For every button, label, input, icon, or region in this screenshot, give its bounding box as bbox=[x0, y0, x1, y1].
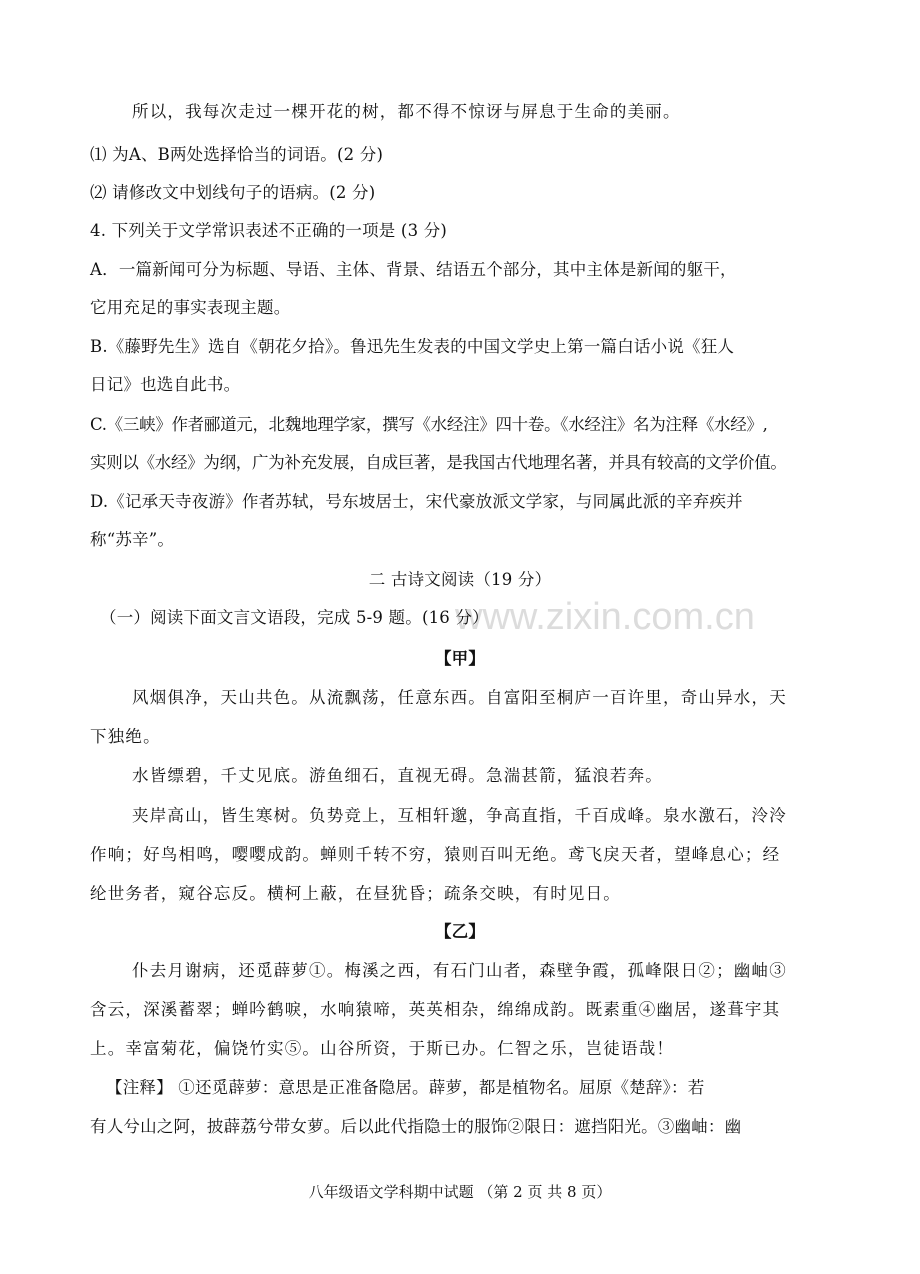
passage-jia-line-3: 水皆缥碧，千丈见底。游鱼细石，直视无碍。急湍甚箭，猛浪若奔。 bbox=[132, 766, 663, 785]
option-c-line-1: C.《三峡》作者郦道元，北魏地理学家，撰写《水经注》四十卷。《水经注》名为注释《水经》, bbox=[90, 415, 768, 434]
passage-closing-sentence: 所以，我每次走过一棵开花的树，都不得不惊讶与屏息于生命的美丽。 bbox=[132, 102, 681, 121]
option-d-line-1: D.《记承天寺夜游》作者苏轼，号东坡居士，宋代豪放派文学家，与同属此派的辛弃疾并 bbox=[90, 492, 743, 511]
passage-yi-line-3: 上。幸富菊花，偏饶竹实⑤。山谷所资，于斯已办。仁智之乐，岂徒语哉！ bbox=[90, 1039, 675, 1058]
option-a-line-1: A．一篇新闻可分为标题、导语、主体、背景、结语五个部分，其中主体是新闻的躯干， bbox=[90, 260, 737, 279]
passage-jia-line-4: 夹岸高山，皆生寒树。负势竞上，互相轩邈，争高直指，千百成峰。泉水激石，泠泠 bbox=[132, 806, 787, 825]
option-c-line-2: 实则以《水经》为纲，广为补充发展，自成巨著，是我国古代地理名著，并具有较高的文学价值。 bbox=[90, 453, 787, 472]
annotation-line-2: 有人兮山之阿，披薜荔兮带女萝。后以此代指隐士的服饰②限日：遮挡阳光。③幽岫：幽 bbox=[90, 1117, 742, 1136]
section-2-title: 二 古诗文阅读（19 分） bbox=[368, 570, 552, 589]
watermark: www.zixin.com.cn bbox=[455, 596, 755, 638]
passage-yi-line-2: 含云，深溪蓄翠；蝉吟鹤唳，水响猿啼，英英相杂，绵绵成韵。既素重④幽居，遂葺宇其 bbox=[90, 1000, 781, 1019]
question-3-part-1: ⑴ 为A、B两处选择恰当的词语。(2 分) bbox=[90, 145, 384, 164]
passage-yi-line-1: 仆去月谢病，还觅薜萝①。梅溪之西，有石门山者，森壁争霞，孤峰限日②；幽岫③ bbox=[132, 961, 787, 980]
page-footer: 八年级语文学科期中试题 （第 2 页 共 8 页） bbox=[308, 1183, 612, 1201]
annotation-line-1: 【注释】 ①还觅薜萝：意思是正准备隐居。薜萝，都是植物名。屈原《楚辞》：若 bbox=[106, 1078, 705, 1097]
passage-jia-line-2: 下独绝。 bbox=[90, 727, 161, 746]
passage-jia-title: 【甲】 bbox=[434, 649, 486, 668]
passage-jia-line-6: 纶世务者，窥谷忘反。横柯上蔽，在昼犹昏；疏条交映，有时见日。 bbox=[90, 884, 621, 903]
option-a-line-2: 它用充足的事实表现主题。 bbox=[90, 298, 291, 317]
question-3-part-2: ⑵ 请修改文中划线句子的语病。(2 分) bbox=[90, 183, 376, 202]
question-4-stem: 4. 下列关于文学常识表述不正确的一项是 (3 分) bbox=[90, 221, 448, 240]
option-b-line-2: 日记》也选自此书。 bbox=[90, 375, 241, 394]
passage-jia-line-5: 作响；好鸟相鸣，嘤嘤成韵。蝉则千转不穷，猿则百叫无绝。鸢飞戾天者，望峰息心；经 bbox=[90, 845, 781, 864]
passage-yi-title: 【乙】 bbox=[434, 922, 486, 941]
part-1-instructions: （一）阅读下面文言文语段，完成 5-9 题。(16 分） bbox=[100, 608, 489, 627]
option-d-line-2: 称“苏辛”。 bbox=[90, 530, 175, 549]
option-b-line-1: B.《藤野先生》选自《朝花夕拾》。鲁迅先生发表的中国文学史上第一篇白话小说《狂人 bbox=[90, 337, 735, 356]
passage-jia-line-1: 风烟俱净，天山共色。从流飘荡，任意东西。自富阳至桐庐一百许里，奇山异水，天 bbox=[132, 688, 787, 707]
